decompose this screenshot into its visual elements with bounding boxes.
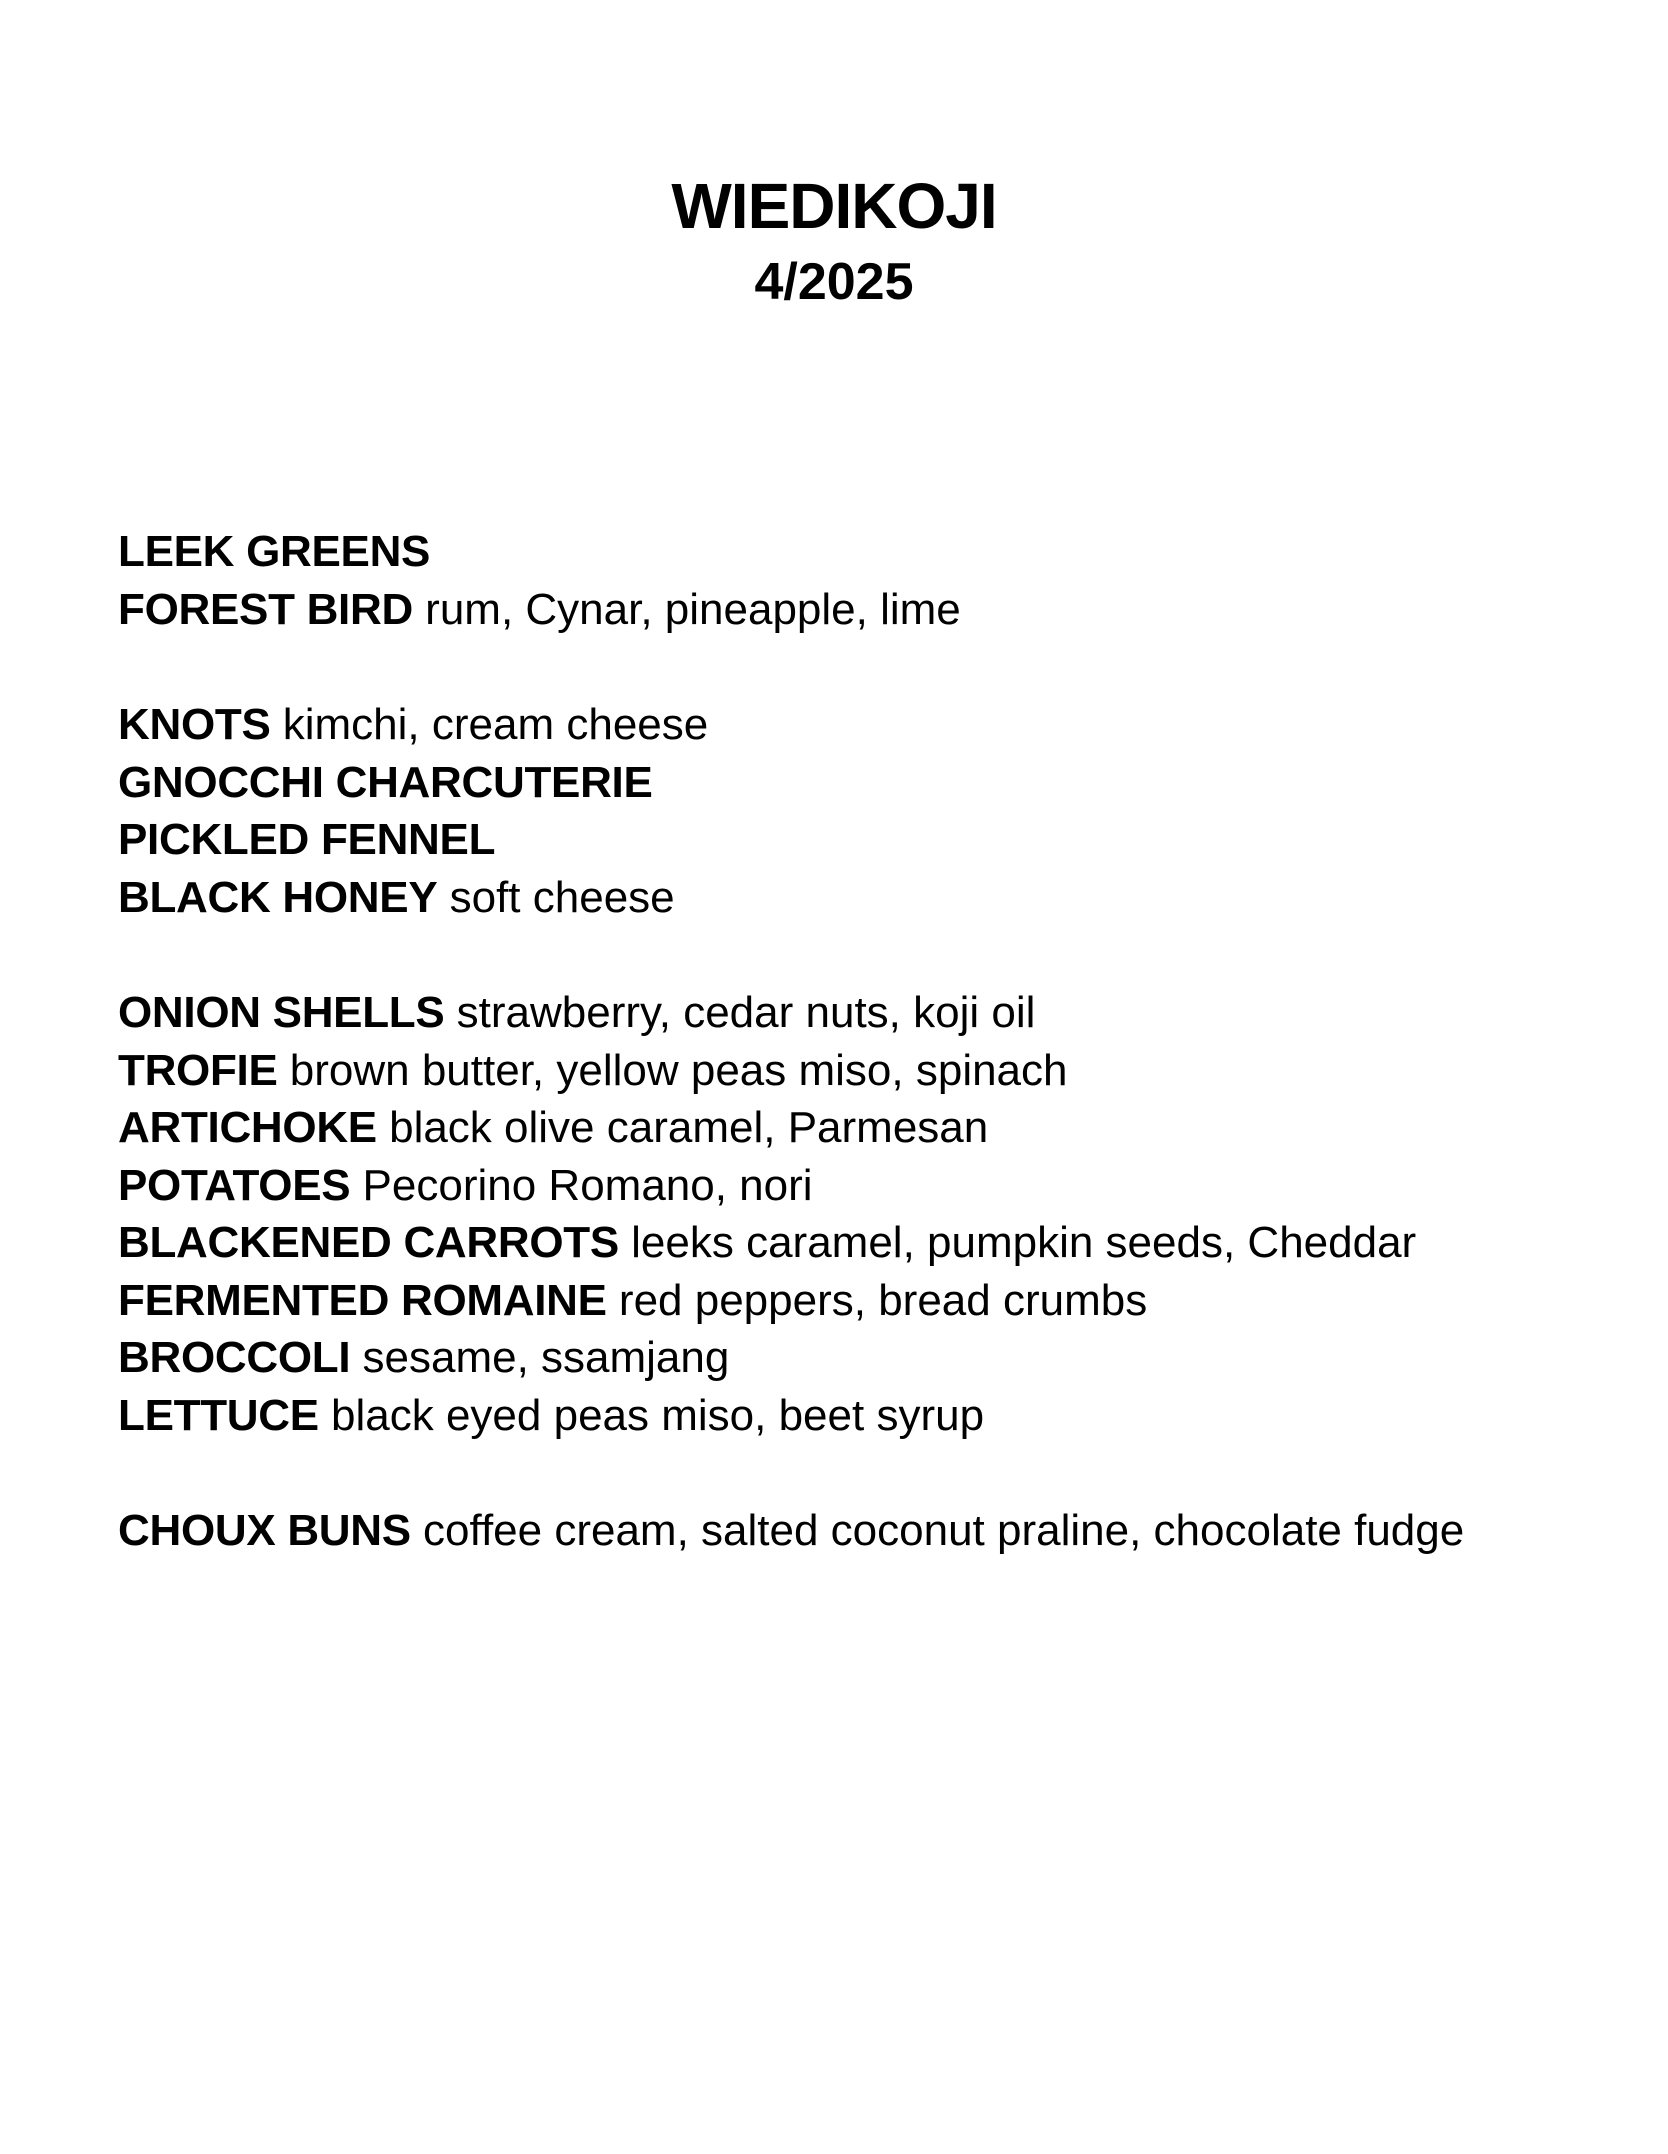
menu-item [118,1157,1618,1215]
menu-item [118,1042,1618,1100]
dish-description: kimchi, cream cheese [282,700,709,749]
menu-item [118,1502,1538,1560]
menu-list [118,523,1618,1618]
dish-name: ARTICHOKE [118,1103,377,1152]
menu-item [118,523,1618,581]
menu-item [118,869,1618,927]
dish-description: brown butter, yellow peas miso, spinach [289,1045,1068,1095]
dish-name: LETTUCE [118,1390,319,1440]
dish-name: CHOUX BUNS [118,1506,411,1555]
dish-name: FERMENTED ROMAINE [118,1275,607,1325]
menu-section-dessert [118,1502,1618,1560]
dish-name: POTATOES [118,1160,351,1210]
dish-description: sesame, ssamjang [362,1333,730,1382]
menu-header [0,168,1668,316]
dish-description: red peppers, bread crumbs [618,1275,1148,1325]
dish-description: soft cheese [449,872,675,922]
menu-item [118,581,1618,639]
menu-item [118,1329,1618,1387]
menu-section-starters [118,696,1618,926]
menu-item [118,1387,1618,1445]
dish-description: Pecorino Romano, nori [362,1160,813,1210]
menu-date: 4/2025 [754,253,914,311]
menu-section-mains [118,984,1618,1444]
menu-item [118,754,1618,812]
menu-item [118,984,1618,1042]
dish-description: rum, Cynar, pineapple, lime [425,584,961,634]
menu-item [118,1214,1618,1272]
dish-name: GNOCCHI CHARCUTERIE [118,757,653,807]
dish-name: KNOTS [118,700,271,749]
menu-item [118,811,1618,869]
dish-description: coffee cream, salted coconut praline, chocolate fudge [423,1506,1465,1555]
dish-name: BROCCOLI [118,1333,351,1382]
menu-section-drinks [118,523,1618,638]
dish-name: PICKLED FENNEL [118,815,496,864]
dish-description: leeks caramel, pumpkin seeds, Cheddar [631,1218,1417,1267]
dish-description: strawberry, cedar nuts, koji oil [456,988,1036,1037]
dish-description: black eyed peas miso, beet syrup [331,1390,985,1440]
dish-name: TROFIE [118,1045,278,1095]
dish-name: LEEK GREENS [118,527,431,576]
menu-item [118,1099,1618,1157]
dish-name: BLACK HONEY [118,872,438,922]
dish-name: FOREST BIRD [118,584,413,634]
menu-item [118,1272,1618,1330]
dish-description: black olive caramel, Parmesan [389,1103,989,1152]
restaurant-title: WIEDIKOJI [671,170,997,242]
menu-item [118,696,1618,754]
dish-name: ONION SHELLS [118,988,445,1037]
dish-name: BLACKENED CARROTS [118,1218,619,1267]
